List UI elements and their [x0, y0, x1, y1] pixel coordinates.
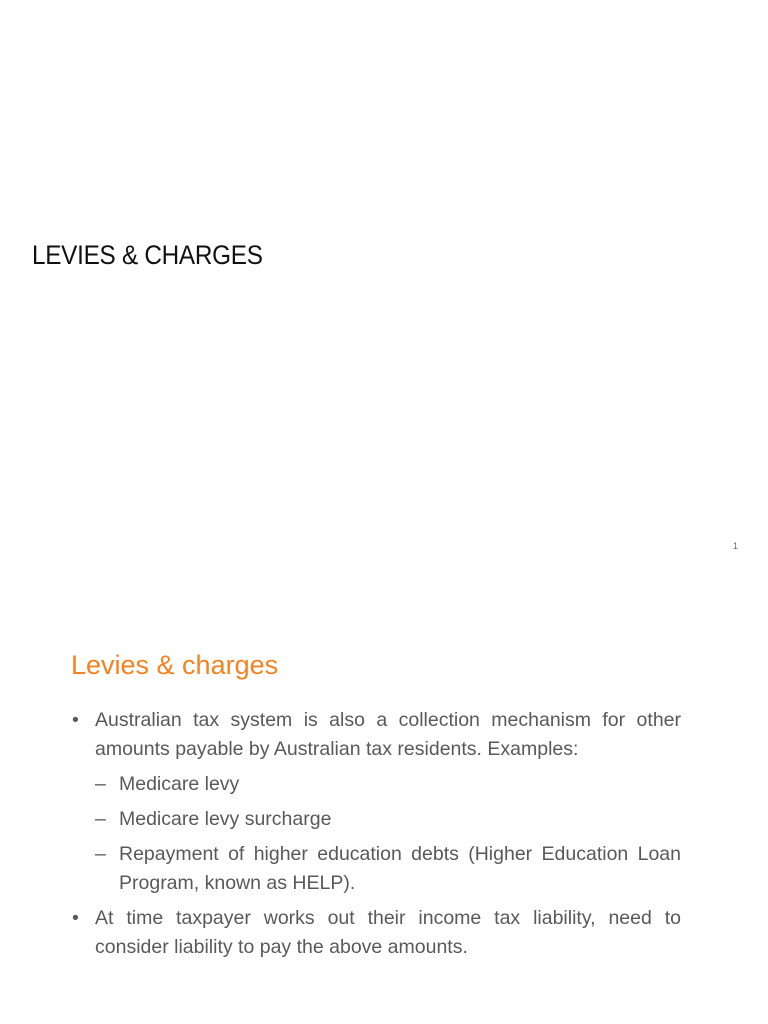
bullet-item — [72, 706, 681, 898]
bullet-text: Australian tax system is also a collection mechanism for other amounts payable by Australian tax residents. Examples: — [95, 709, 681, 760]
content-slide — [0, 596, 768, 1024]
bullet-list — [72, 706, 681, 962]
bullet-item — [72, 904, 681, 962]
sub-bullet-list — [95, 770, 681, 898]
sub-bullet-item: – Medicare levy — [95, 770, 681, 799]
section-title: LEVIES & CHARGES — [32, 240, 263, 270]
slide-heading: Levies & charges — [71, 650, 279, 680]
sub-bullet-item: – Repayment of higher education debts (Higher Education Loan Program, known as HELP). — [95, 840, 681, 898]
bullet-text: At time taxpayer works out their income tax liability, need to consider liability to pay the above amounts. — [95, 907, 681, 958]
page-number: 1 — [733, 541, 739, 551]
sub-bullet-item: – Medicare levy surcharge — [95, 805, 681, 834]
